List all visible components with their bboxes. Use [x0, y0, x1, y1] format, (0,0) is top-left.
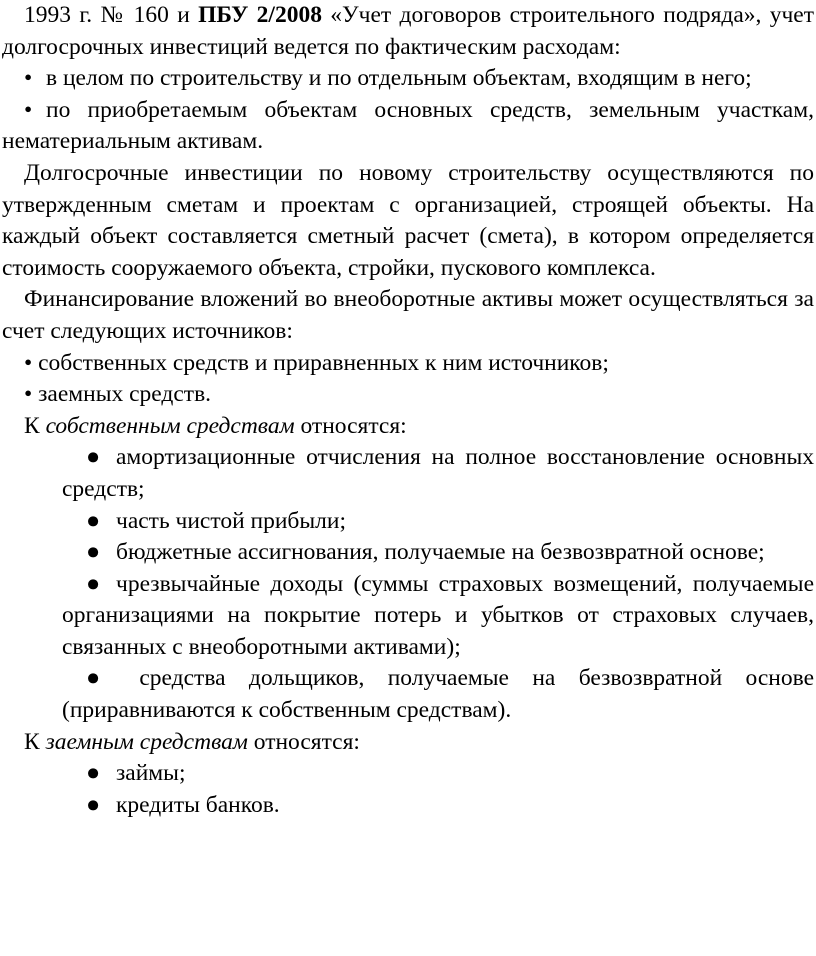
bullet-text: собственных средств и приравненных к ним источников;: [38, 349, 609, 376]
text-run: 1993 г. № 160 и: [24, 2, 199, 28]
borrowed-funds-item: [2, 758, 814, 790]
bullet-icon: ●: [86, 444, 101, 471]
bullet-icon: •: [24, 381, 33, 408]
bullet-icon: ●: [86, 570, 101, 597]
emphasis: заемным средствам: [45, 728, 248, 755]
own-funds-item: [2, 537, 814, 569]
bullet-text: по приобретаемым объектам основных средств, земельным участкам, нематериальным активам.: [2, 96, 814, 155]
standard-reference: ПБУ 2/2008: [198, 2, 322, 28]
bullet-icon: ●: [86, 665, 101, 692]
text-run: относятся:: [294, 412, 407, 439]
item-text: займы;: [116, 760, 186, 787]
paragraph-financing: Финансирование вложений во внеоборотные активы может осуществляться за счет следующих источников:: [2, 286, 814, 344]
item-text: средства дольщиков, получаемые на безвозвратной основе (приравниваются к собственным средствам).: [62, 665, 814, 724]
own-funds-item: [2, 569, 814, 664]
bullet-text: в целом по строительству и по отдельным объектам, входящим в него;: [46, 65, 752, 92]
own-funds-item: [2, 663, 814, 726]
bullet-item: [2, 348, 814, 380]
intro-paragraph: [2, 0, 814, 63]
bullet-text: заемных средств.: [38, 381, 212, 408]
item-text: чрезвычайные доходы (суммы страховых возмещений, получаемые организациями на покрытие потерь и убытков от страховых случаев, связанных с внеоборотными активами);: [62, 570, 814, 660]
text-run: К: [24, 728, 46, 755]
bullet-icon: •: [24, 65, 33, 92]
text-run: «Учет договоров строительного подряда», учет долгосрочных инвестиций ведется по фактическим расходам:: [2, 2, 814, 60]
borrowed-funds-item: [2, 790, 814, 822]
bullet-icon: ●: [86, 791, 101, 818]
text-run: К: [24, 412, 46, 439]
bullet-icon: ●: [86, 760, 101, 787]
text-run: относятся:: [247, 728, 360, 755]
bullet-icon: ●: [86, 507, 101, 534]
bullet-item: [2, 63, 814, 95]
item-text: бюджетные ассигнования, получаемые на безвозвратной основе;: [116, 539, 765, 566]
bullet-item: [2, 379, 814, 411]
own-funds-item: [2, 506, 814, 538]
emphasis: собственным средствам: [45, 412, 295, 439]
bullet-item: [2, 95, 814, 158]
bullet-icon: ●: [86, 539, 101, 566]
own-funds-heading: [2, 411, 814, 443]
item-text: амортизационные отчисления на полное восстановление основных средств;: [62, 444, 814, 502]
item-text: часть чистой прибыли;: [116, 507, 347, 534]
paragraph-estimates: Долгосрочные инвестиции по новому строительству осуществляются по утвержденным сметам и проектам с организацией, строящей объекты. На каждый объект составляется сметный расчет (смета), в котором определяется стоимость сооружаемого объекта, стройки, пускового комплекса.: [2, 159, 814, 281]
own-funds-item: [2, 442, 814, 505]
item-text: кредиты банков.: [116, 791, 280, 818]
bullet-icon: •: [24, 96, 33, 123]
bullet-icon: •: [24, 349, 33, 376]
borrowed-funds-heading: [2, 727, 814, 759]
